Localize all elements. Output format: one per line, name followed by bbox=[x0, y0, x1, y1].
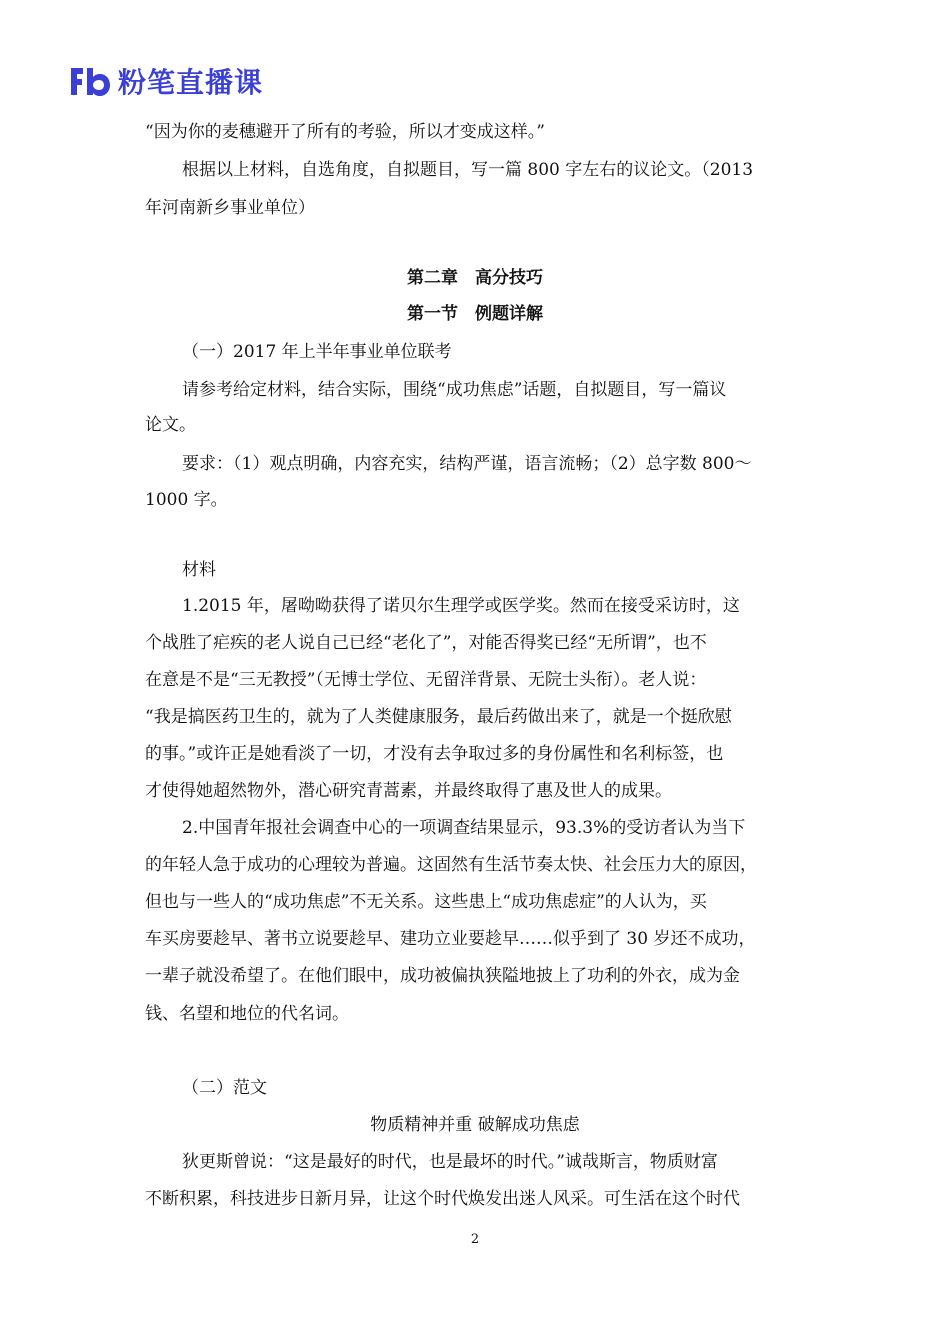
text-line: 车买房要趁早、著书立说要趁早、建功立业要趁早……似乎到了 30 岁还不成功， bbox=[145, 929, 756, 949]
text-line: 1000 字。 bbox=[145, 490, 228, 510]
text-line: 年河南新乡事业单位） bbox=[145, 198, 315, 218]
text-line: 钱、名望和地位的代名词。 bbox=[145, 1004, 349, 1024]
essay-title: 物质精神并重 破解成功焦虑 bbox=[370, 1115, 580, 1135]
text-line: 的事。”或许正是她看淡了一切，才没有去争取过多的身份属性和名利标签，也 bbox=[145, 744, 724, 764]
material-label: 材料 bbox=[182, 560, 216, 580]
text-line: 1.2015 年，屠呦呦获得了诺贝尔生理学或医学奖。然而在接受采访时，这 bbox=[182, 596, 740, 616]
chapter-heading: 第二章 高分技巧 bbox=[407, 268, 543, 288]
text-line: 在意是不是“三无教授”（无博士学位、无留洋背景、无院士头衔）。老人说： bbox=[145, 670, 707, 690]
brand-logo bbox=[68, 62, 263, 100]
text-line: 的年轻人急于成功的心理较为普遍。这固然有生活节奏太快、社会压力大的原因， bbox=[145, 855, 757, 875]
text-line: 根据以上材料，自选角度，自拟题目，写一篇 800 字左右的议论文。（2013 bbox=[182, 160, 754, 180]
text-line: 才使得她超然物外，潜心研究青蒿素，并最终取得了惠及世人的成果。 bbox=[145, 781, 672, 801]
text-line: 2.中国青年报社会调查中心的一项调查结果显示，93.3%的受访者认为当下 bbox=[182, 818, 746, 838]
text-line: 请参考给定材料，结合实际，围绕“成功焦虑”话题，自拟题目，写一篇议 bbox=[182, 380, 727, 400]
text-line: “因为你的麦穗避开了所有的考验，所以才变成这样。” bbox=[145, 122, 545, 142]
text-line: 狄更斯曾说：“这是最好的时代，也是最坏的时代。”诚哉斯言，物质财富 bbox=[182, 1152, 718, 1172]
subheading: （一）2017 年上半年事业单位联考 bbox=[182, 342, 452, 362]
text-line: 但也与一些人的“成功焦虑”不无关系。这些患上“成功焦虑症”的人认为，买 bbox=[145, 892, 707, 912]
brand-name: 粉笔直播课 bbox=[118, 66, 264, 99]
subheading: （二）范文 bbox=[182, 1078, 267, 1098]
text-line: 一辈子就没希望了。在他们眼中，成功被偏执狭隘地披上了功利的外衣，成为金 bbox=[145, 966, 740, 986]
text-line: “我是搞医药卫生的，就为了人类健康服务，最后药做出来了，就是一个挺欣慰 bbox=[145, 707, 732, 727]
section-heading: 第一节 例题详解 bbox=[407, 304, 543, 324]
text-line: 个战胜了疟疾的老人说自己已经“老化了”，对能否得奖已经“无所谓”，也不 bbox=[145, 633, 707, 653]
fb-logo-icon bbox=[68, 64, 114, 98]
text-line: 论文。 bbox=[145, 415, 196, 435]
text-line: 要求：（1）观点明确，内容充实，结构严谨，语言流畅；（2）总字数 800～ bbox=[182, 454, 752, 474]
page-number: 2 bbox=[470, 1232, 480, 1247]
text-line: 不断积累，科技进步日新月异，让这个时代焕发出迷人风采。可生活在这个时代 bbox=[145, 1189, 740, 1209]
